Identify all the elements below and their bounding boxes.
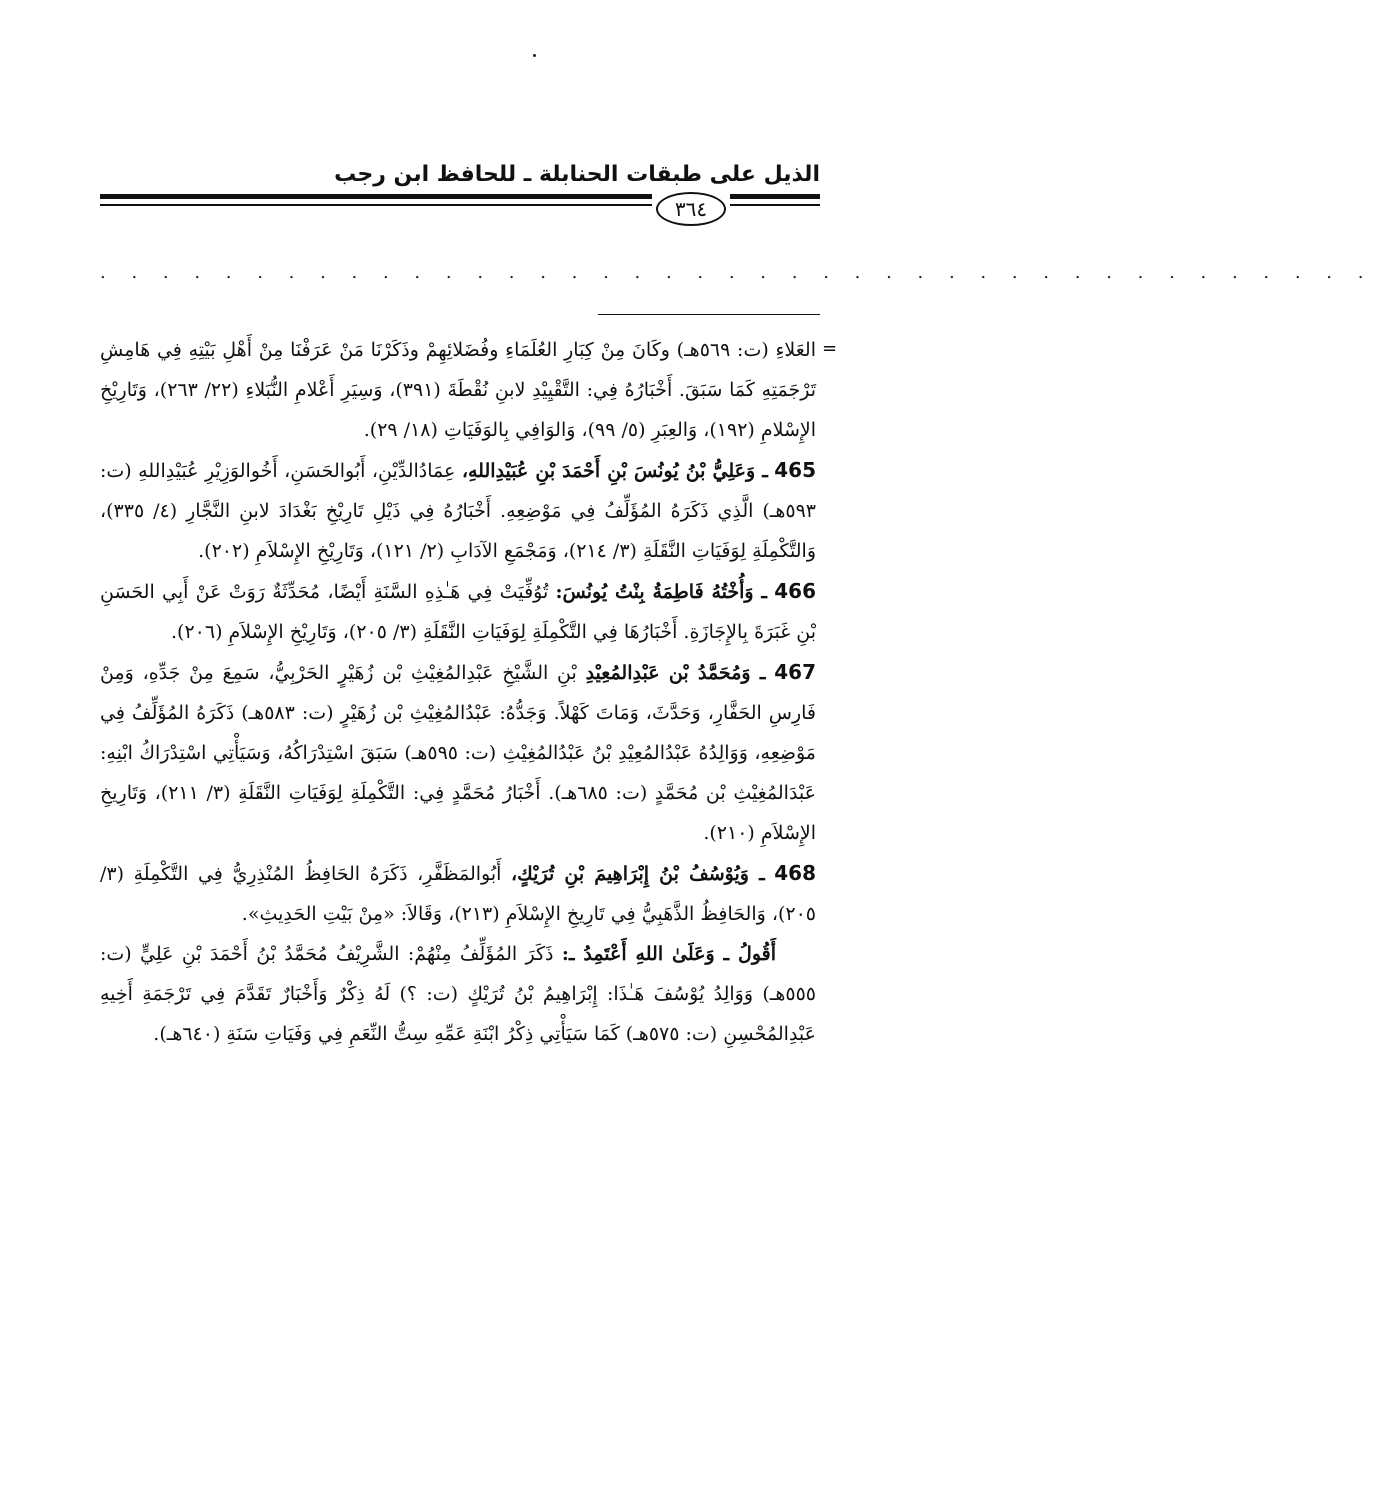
entry-heading: ـ وَيُوْسُفُ بْنُ إِبْرَاهِيمَ بْنِ تُرَيْكٍ، bbox=[511, 863, 765, 885]
header-rule-right-thin bbox=[730, 204, 820, 206]
stray-dot bbox=[533, 54, 536, 57]
footnote-body bbox=[100, 330, 816, 1054]
continuation-marker: = bbox=[822, 338, 838, 359]
entry-text: أَبُوالمَظَفَّرِ، ذَكَرَهُ الحَافِظُ المُنْذِرِيُّ فِي التَّكْمِلَةِ (٣/ ٢٠٥)، وَالحَافِظُ الذَّهَبِيُّ فِي تَارِيخِ الإِسْلاَمِ (٢١٣)، وَقَالاَ: «مِنْ بَيْتِ الحَدِيثِ». bbox=[100, 863, 816, 925]
header-rule-left bbox=[100, 194, 652, 199]
entry-text: بْنِ الشَّيْخِ عَبْدِالمُغِيْثِ بْن زُهَيْرٍ الحَرْبِيُّ، سَمِعَ مِنْ جَدِّهِ، وَمِنْ فَارِسِ الحَفَّارِ، وَحَدَّثَ، وَمَاتَ كَهْلاً. وَجَدُّهُ: عَبْدُالمُغِيْثِ بْن زُهَيْرٍ (ت: ٥٨٣هـ) ذَكَرَهُ المُؤَلِّفُ فِي مَوْضِعِهِ، وَوَالِدُهُ عَبْدُالمُعِيْدِ بْنُ عَبْدُالمُغِيْثِ (ت: ٥٩٥هـ) سَبَقَ اسْتِدْرَاكُهُ، وَسَيَأْتِي اسْتِدْرَاكُ ابْنِهِ: عَبْدَالمُغِيْثِ بْن مُحَمَّدٍ (ت: ٦٨٥هـ). أَخْبَارُ مُحَمَّدٍ فِي: التَّكْمِلَةِ لِوَفَيَاتِ النَّقَلَةِ (٣/ ٢١١)، وَتَارِيخِ الإِسْلاَمِ (٢١٠). bbox=[100, 662, 817, 844]
page-header bbox=[100, 160, 820, 220]
entry-heading: ـ وَأُخْتُهُ فَاطِمَةُ بِنْتُ يُونُسَ: bbox=[555, 581, 767, 603]
running-title: الذيل على طبقات الحنابلة ـ للحافظ ابن رجب bbox=[334, 162, 820, 187]
entry-number: 467 bbox=[774, 660, 816, 684]
comment-text: ذَكَرَ المُؤَلِّفُ مِنْهُمْ: الشَّرِيْفُ مُحَمَّدُ بْنُ أَحْمَدَ بْنِ عَلِيٍّ (ت: ٥٥٥هـ) وَوَالِدُ يُوْسُفَ هَـٰذَا: إِبْرَاهِيمُ بْنُ تُرَيْكٍ (ت: ؟) لَهُ ذِكْرٌ وَأَخْبَارٌ تَقَدَّمَ فِي تَرْجَمَةِ أَخِيهِ عَبْدِالمُحْسِنِ (ت: ٥٧٥هـ) كَمَا سَيَأْتِي ذِكْرُ ابْنَةِ عَمِّهِ سِتُّ النِّعَمِ فِي وَفَيَاتِ سَنَةِ (٦٤٠هـ). bbox=[100, 943, 816, 1045]
entry-number: 468 bbox=[774, 861, 817, 885]
entry-467 bbox=[100, 652, 816, 853]
entry-text: تُوُفِّيَتْ فِي هَـٰذِهِ السَّنَةِ أَيْضًا، مُحَدِّثَةٌ رَوَتْ عَنْ أَبِي الحَسَنِ بْنِ غَبَرَةَ بِالإِجَازَةِ. أَخْبَارُهَا فِي التَّكْمِلَةِ لِوَفَيَاتِ النَّقَلَةِ (٣/ ٢٠٥)، وَتَارِيْخِ الإِسْلاَمِ (٢٠٦). bbox=[100, 581, 816, 643]
header-rule-right bbox=[730, 194, 820, 199]
entry-text: عِمَادُالدِّيْنِ، أَبُوالحَسَنِ، أَخُوالوَزِيْرِ عُبَيْدِاللهِ (ت: ٥٩٣هـ) الَّذِي ذَكَرَهُ المُؤَلِّفُ فِي مَوْضِعِهِ. أَخْبَارُهُ فِي ذَيْلِ تَارِيْخِ بَغْدَادَ لابنِ النَّجَّارِ (٤/ ٣٣٥)، وَالتَّكْمِلَةِ لِوَفَيَاتِ النَّقَلَةِ (٣/ ٢١٤)، وَمَجْمَعِ الآدَابِ (٢/ ١٢١)، وَتَارِيْخِ الإِسْلاَمِ (٢٠٢). bbox=[100, 460, 816, 562]
entry-heading: ـ وَعَلِيُّ بْنُ يُونُسَ بْنِ أَحْمَدَ بْنِ عُبَيْدِاللهِ، bbox=[461, 460, 768, 482]
entry-number: 466 bbox=[774, 579, 817, 603]
entry-heading: ـ وَمُحَمَّدُ بْن عَبْدِالمُعِيْدِ bbox=[585, 662, 766, 684]
editor-comment bbox=[100, 934, 816, 1054]
footnote-continuation: العَلاءِ (ت: ٥٦٩هـ) وكَانَ مِنْ كِبَارِ العُلَمَاءِ وفُضَلائِهِمْ وذَكَرْنَا مَنْ عَرَفْنَا مِنْ أَهْلِ بَيْتِهِ فِي هَامِشِ تَرْجَمَتِهِ كَمَا سَبَقَ. أَخْبَارُهُ فِي: التَّقْيِيْدِ لابنِ نُقْطَةَ (٣٩١)، وَسِيَرِ أَعْلامِ النُّبَلاءِ (٢٢/ ٢٦٣)، وَتَارِيْخِ الإِسْلامِ (١٩٢)، وَالعِبَرِ (٥/ ٩٩)، وَالوَافِي بِالوَفَيَاتِ (١٨/ ٢٩). bbox=[100, 339, 817, 441]
entry-465 bbox=[100, 450, 816, 571]
header-rule-left-thin bbox=[100, 204, 652, 206]
entry-466 bbox=[100, 571, 816, 652]
entry-468 bbox=[100, 853, 816, 934]
dotted-separator: . . . . . . . . . . . . . . . . . . . . . . . . . . . . . . . . . . . . . . . . . bbox=[100, 262, 1373, 283]
entry-number: 465 bbox=[774, 458, 816, 482]
footnote-rule bbox=[598, 314, 820, 315]
comment-heading: أَقُولُ ـ وَعَلَىٰ اللهِ أَعْتَمِدُ ـ: bbox=[561, 943, 777, 965]
page-number: ٣٦٤ bbox=[656, 192, 726, 226]
